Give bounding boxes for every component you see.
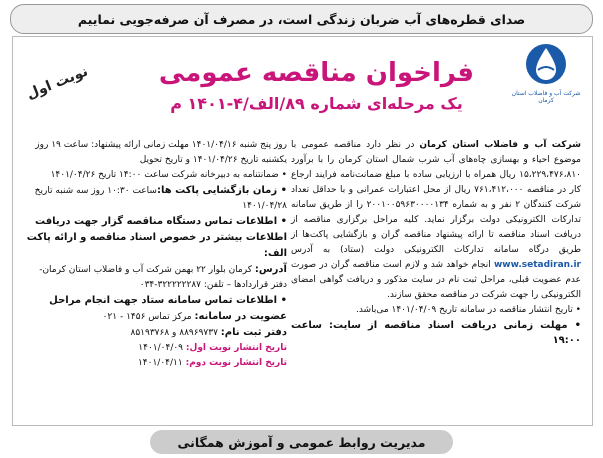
page-title: فراخوان مناقصه عمومی — [158, 58, 475, 88]
water-drop-logo-icon — [524, 42, 568, 86]
opening-time: • زمان بازگشایی پاکت ها:ساعت ۱۰:۳۰ روز سه شنبه تاریخ ۱۴۰۱/۰۴/۲۸ — [34, 185, 287, 211]
docs-deadline: • مهلت زمانی دریافت اسناد مناقصه از سایت: ساعت ۱۹:۰۰ — [291, 320, 581, 346]
intro-paragraph: شرکت آب و فاضلاب استان کرمان در نظر دارد مناقصه عمومی با موضوع احیاء و بهسازی چاه‌های آب شرب شمال استان کرمان را با برآورد ۱۵،۲۲۹،۴۷۶،۸۱۰ ریال همراه با ارزیابی ساده با مبلغ ضمانت‌نامه فرایند ارجاع کار در مناقصه ۷۶۱،۴۱۲،۰۰۰ ریال از محل اعتبارات عمرانی و با حداقل تعداد شرکت کنندگان ۲ نفر و به شماره ۲۰۰۱۰۰۵۹۶۳۰۰۰۰۱۳۴ را از طریق سامانه تدارکات الکترونیکی دولت برگزار نماید. کلیه مراحل برگزاری مناقصه از دریافت اسناد مناقصه تا ارائه پیشنهاد مناقصه گران و بازگشایی پاکت‌ها از طریق درگاه سامانه تدارکات الکترونیکی دولت (ستاد) به آدرس www.setadiran.ir انجام خواهد شد و لازم است مناقصه گران در صورت عدم عضویت قبلی، مراحل ثبت نام در سایت مذکور و دریافت گواهی امضای الکترونیکی را جهت شرکت در مناقصه محقق سازند. — [291, 140, 582, 300]
address: آدرس: کرمان بلوار ۲۲ بهمن شرکت آب و فاضلاب استان کرمان- دفتر قراردادها – تلفن: ۳۲۲۲۲۲۲۸۷-۰۳۴ — [39, 264, 287, 290]
setad-contact: • اطلاعات تماس سامانه ستاد جهت انجام مراحل عضویت در سامانه: مرکز تماس ۱۴۵۶ - ۰۲۱ — [49, 295, 287, 322]
logo-caption: شرکت آب و فاضلاب استان کرمان — [511, 90, 581, 105]
tender-number: یک مرحله‌ای شماره ۸۹/الف/۴-۱۴۰۱ م — [170, 94, 463, 113]
left-column — [22, 138, 287, 371]
company-name: شرکت آب و فاضلاب استان کرمان — [419, 140, 581, 150]
company-logo — [511, 42, 581, 137]
header-slogan: صدای قطره‌های آب ضربان زندگی است، در مصرف آن صرفه‌جویی نماییم — [10, 4, 593, 34]
setad-link[interactable]: www.setadiran.ir — [493, 260, 581, 270]
first-publish-date: تاریخ انتشار نوبت اول: ۱۴۰۱/۰۴/۰۹ — [138, 343, 287, 353]
proposal-deadline: روز پنج شنبه ۱۴۰۱/۰۴/۱۶ مهلت زمانی ارائه پیشنهاد: ساعت ۱۹ روز یکشنبه تاریخ ۱۴۰۱/۰۴/۲۶ و تاریخ تحویل — [35, 140, 287, 165]
right-column — [291, 138, 581, 348]
round-label: نوبت اول — [24, 63, 91, 103]
registration-office: دفتر ثبت نام: ۸۸۹۶۹۷۳۷ و ۸۵۱۹۳۷۶۸ — [130, 327, 287, 338]
guarantee-delivery: • ضمانتنامه به دبیرخانه شرکت ساعت ۱۴:۰۰ تاریخ ۱۴۰۱/۰۴/۲۶ — [50, 170, 287, 180]
footer-department: مدیریت روابط عمومی و آموزش همگانی — [150, 430, 453, 454]
publish-date: • تاریخ انتشار مناقصه در سامانه تاریخ ۱۴۰۱/۰۴/۰۹ می‌باشد. — [355, 305, 581, 315]
second-publish-date: تاریخ انتشار نوبت دوم: ۱۴۰۱/۰۴/۱۱ — [137, 358, 287, 368]
contact-heading: • اطلاعات تماس دستگاه مناقصه گزار جهت دریافت اطلاعات بیشتر در خصوص اسناد مناقصه و ارائه پاکت الف: — [26, 216, 287, 259]
